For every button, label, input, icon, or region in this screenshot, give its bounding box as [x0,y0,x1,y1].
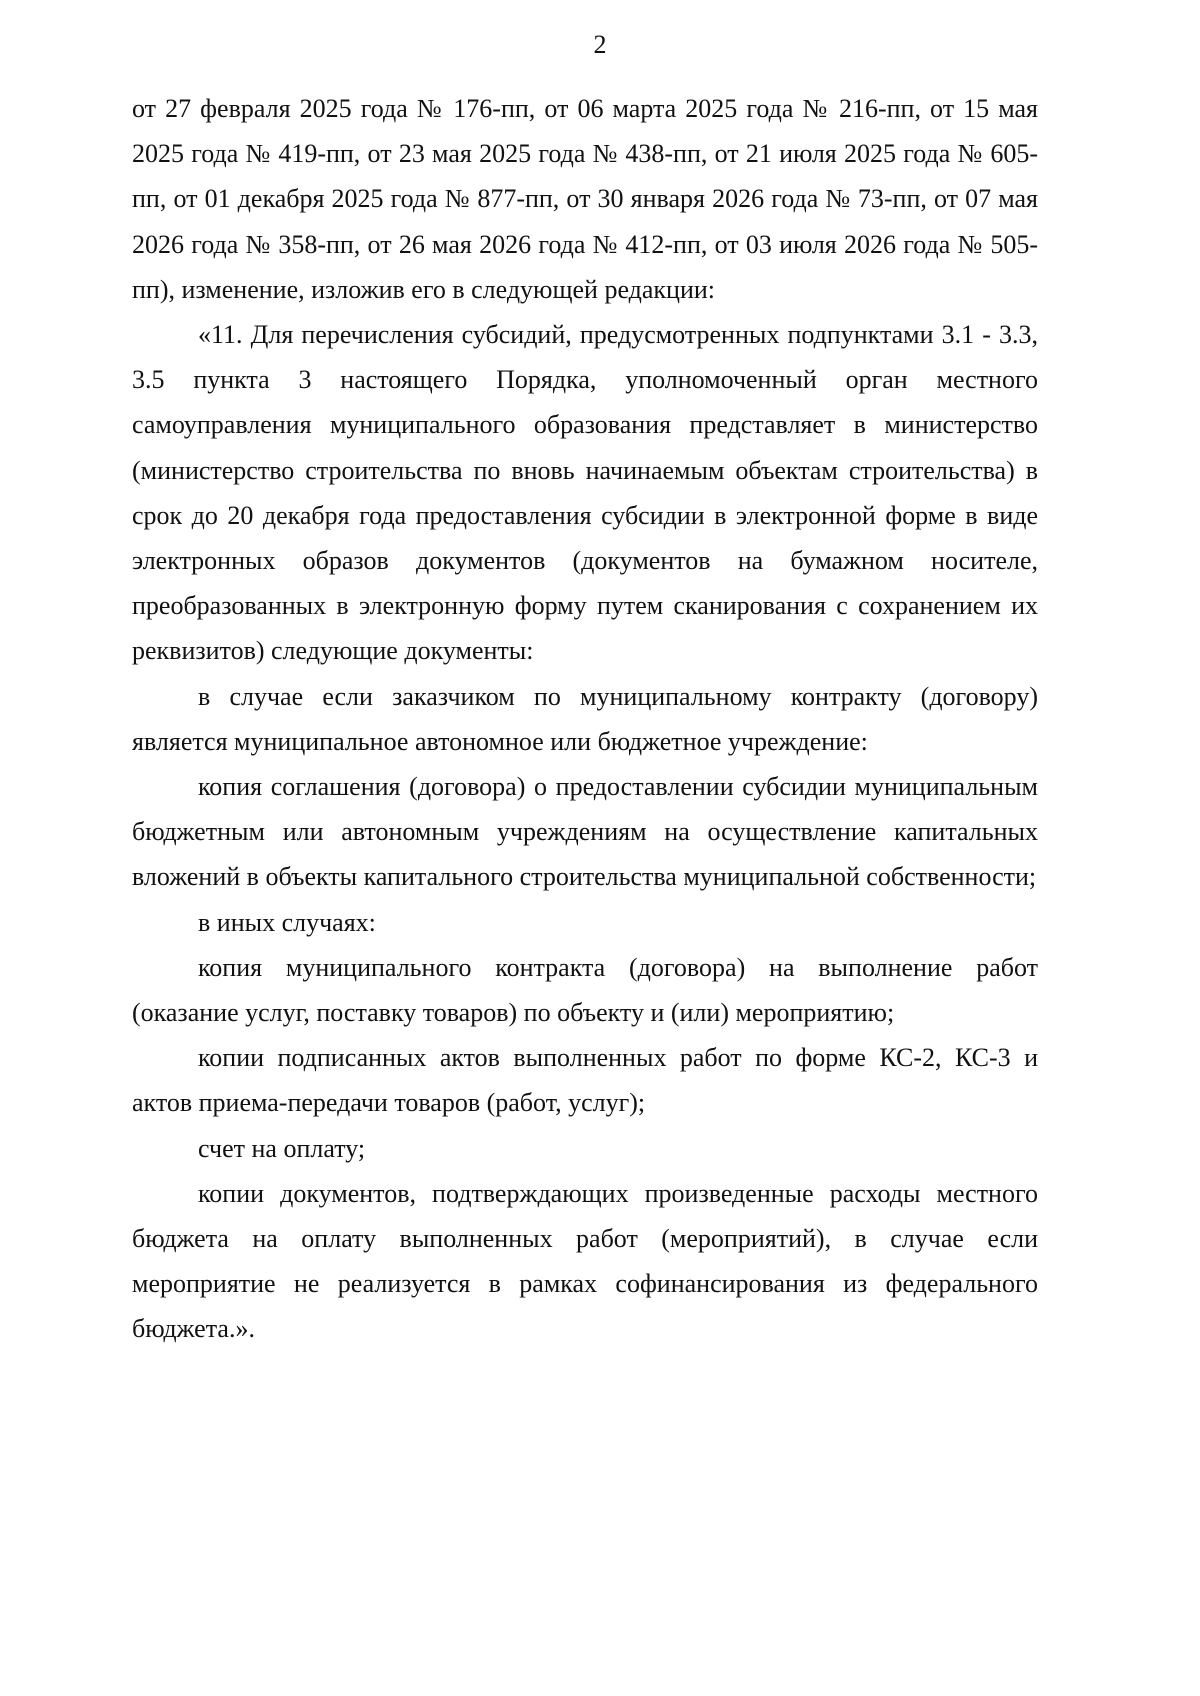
page-number: 2 [593,30,607,59]
paragraph-other-cases: в иных случаях: [198,907,376,937]
document-body [132,86,1038,1352]
paragraph-item-11: «11. Для перечисления субсидий, предусмотренных подпунктами 3.1 - 3.3, 3.5 пункта 3 настоящего Порядка, уполномоченный орган местного самоуправления муниципального образования представляет в министерство (министерство строительства по вновь начинаемым объектам строительства) в срок до 20 декабря года предоставления субсидии в электронной форме в виде электронных образов документов (документов на бумажном носителе, преобразованных в электронную форму путем сканирования с сохранением их реквизитов) следующие документы: [132,320,1038,666]
paragraph-amendment-list: от 27 февраля 2025 года № 176-пп, от 06 марта 2025 года № 216-пп, от 15 мая 2025 года № 419-пп, от 23 мая 2025 года № 438-пп, от 21 июля 2025 года № 605-пп, от 01 декабря 2025 года № 877-пп, от 30 января 2026 года № 73-пп, от 07 мая 2026 года № 358-пп, от 26 мая 2026 года № 412-пп, от 03 июля 2026 года № 505-пп), изменение, изложив его в следующей редакции: [132,94,1038,304]
paragraph-contract-copy: копия муниципального контракта (договора) на выполнение работ (оказание услуг, поставку товаров) по объекту и (или) мероприятию; [132,952,1038,1028]
paragraph-invoice: счет на оплату; [198,1133,366,1163]
paragraph-expense-documents: копии документов, подтверждающих произведенные расходы местного бюджета на оплату выполненных работ (мероприятий), в случае если мероприятие не реализуется в рамках софинансирования из федерального бюджета.». [132,1178,1038,1344]
paragraph-acts-copies: копии подписанных актов выполненных работ по форме КС-2, КС-3 и актов приема-передачи товаров (работ, услуг); [132,1043,1038,1118]
paragraph-case-institution: в случае если заказчиком по муниципальному контракту (договору) является муниципальное автономное или бюджетное учреждение: [132,681,1038,756]
paragraph-subsidy-agreement-copy: копия соглашения (договора) о предоставлении субсидии муниципальным бюджетным или автономным учреждениям на осуществление капитальных вложений в объекты капитального строительства муниципальной собственности; [132,772,1038,892]
